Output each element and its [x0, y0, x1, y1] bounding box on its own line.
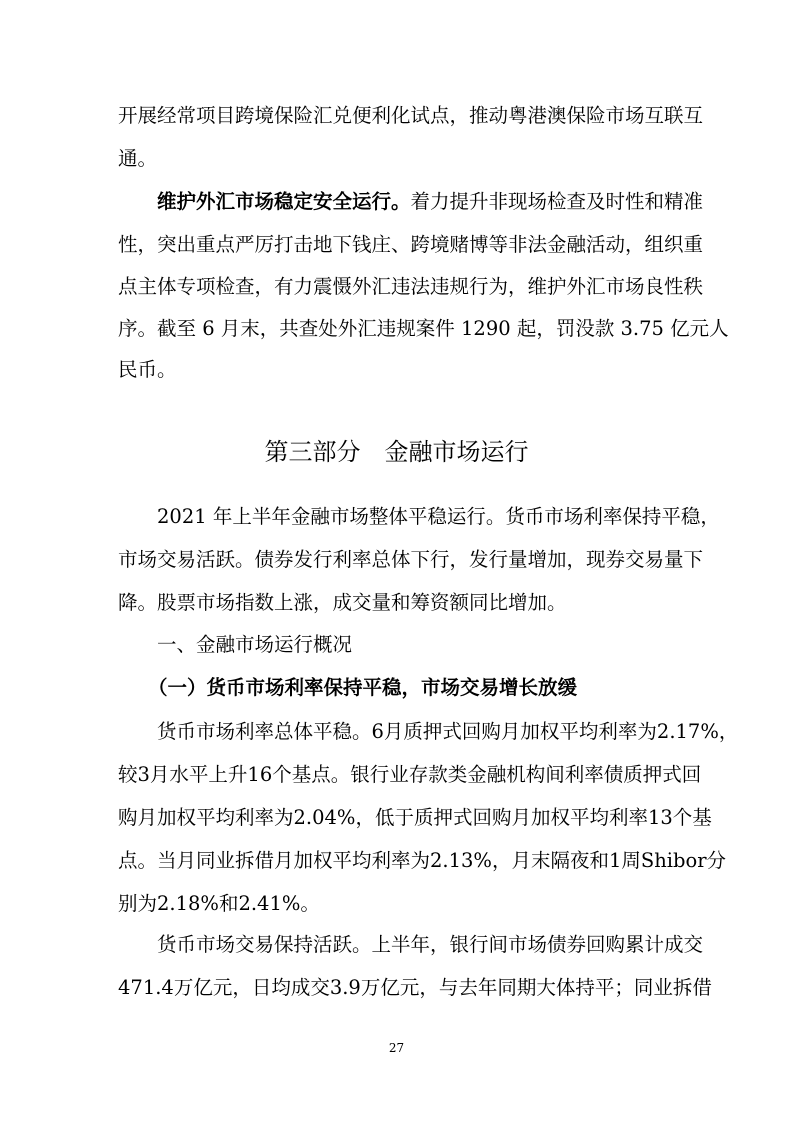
p1-line1: 开展经常项目跨境保险汇兑便利化试点，推动粤港澳保险市场互联互 [118, 104, 704, 127]
p5-line2: 471.4万亿元，日均成交3.9万亿元，与去年同期大体持平；同业拆借 [118, 976, 712, 999]
p2-line1-rest: 着力提升非现场检查及时性和精准 [410, 190, 704, 213]
heading-1: 一、金融市场运行概况 [157, 633, 353, 656]
p4-line5: 别为2.18%和2.41%。 [118, 892, 320, 915]
p4-line3: 购月加权平均利率为2.04%，低于质押式回购月加权平均利率13个基 [118, 806, 712, 829]
p4-line2: 较3月水平上升16个基点。银行业存款类金融机构间利率债质押式回 [118, 763, 702, 786]
p4-line4: 点。当月同业拆借月加权平均利率为2.13%，月末隔夜和1周Shibor分 [118, 849, 727, 872]
page-number: 27 [388, 1041, 405, 1055]
p4-line1: 货币市场利率总体平稳。6月质押式回购月加权平均利率为2.17%， [157, 720, 739, 743]
p2-line4: 序。截至 6 月末，共查处外汇违规案件 1290 起，罚没款 3.75 亿元人 [118, 317, 729, 340]
p3-line1: 2021 年上半年金融市场整体平稳运行。货币市场利率保持平稳， [157, 505, 720, 528]
p1-line2: 通。 [118, 147, 158, 170]
p2-line5: 民币。 [118, 358, 177, 381]
p2-lead: 维护外汇市场稳定安全运行。 [157, 190, 411, 213]
p2-line3: 点主体专项检查，有力震慑外汇违法违规行为，维护外汇市场良性秩 [118, 275, 704, 298]
p5-line1: 货币市场交易保持活跃。上半年，银行间市场债券回购累计成交 [157, 933, 704, 956]
p2-line2: 性，突出重点严厉打击地下钱庄、跨境赌博等非法金融活动，组织重 [118, 233, 704, 256]
p2-line1 [157, 188, 704, 216]
p3-line2: 市场交易活跃。债券发行利率总体下行，发行量增加，现券交易量下 [118, 548, 704, 571]
heading-2: （一）货币市场利率保持平稳，市场交易增长放缓 [148, 676, 578, 699]
section-title: 第三部分 金融市场运行 [264, 438, 529, 466]
p3-line3: 降。股票市场指数上涨，成交量和筹资额同比增加。 [118, 591, 567, 614]
